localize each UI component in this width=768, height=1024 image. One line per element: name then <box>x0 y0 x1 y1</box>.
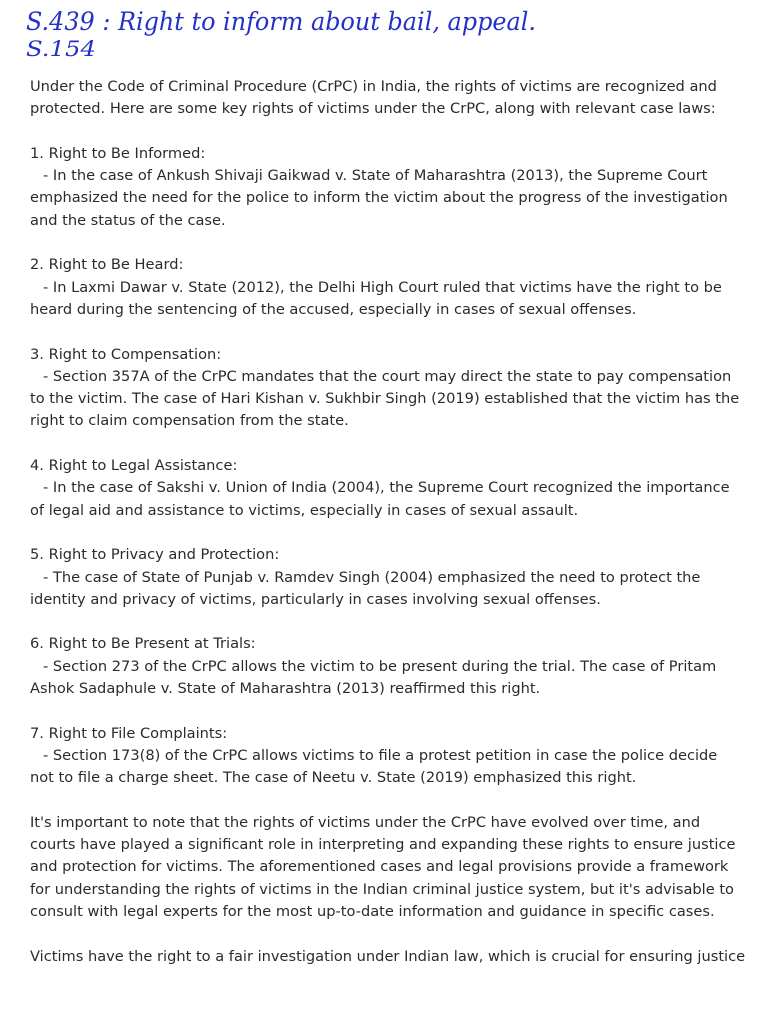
document-body <box>30 76 746 968</box>
right-description: - In the case of Sakshi v. Union of India (2004), the Supreme Court recognized the importance of legal aid and assistance to victims, especially in cases of sexual assault. <box>30 479 730 519</box>
right-item-2 <box>30 254 742 321</box>
right-description: - The case of State of Punjab v. Ramdev Singh (2004) emphasized the need to protect the identity and privacy of victims, particularly in cases involving sexual offenses. <box>30 568 701 608</box>
right-title: 1. Right to Be Informed: <box>30 144 206 162</box>
handwritten-annotation <box>26 2 586 64</box>
right-description: - In the case of Ankush Shivaji Gaikwad v. State of Maharashtra (2013), the Supreme Court emphasized the need for the police to inform the victim about the progress of the investigation and the status of the case. <box>30 167 728 229</box>
handwritten-note-line-2: S.154 <box>26 37 96 61</box>
right-description: - Section 357A of the CrPC mandates that the court may direct the state to pay compensation to the victim. The case of Hari Kishan v. Sukhbir Singh (2019) established that the victim has the right to claim compensation from the state. <box>30 367 740 430</box>
right-item-5 <box>30 544 742 611</box>
conclusion-paragraph: It's important to note that the rights of victims under the CrPC have evolved over time, and courts have played a significant role in interpreting and expanding these rights to ensure justice and protection for victims. The aforementioned cases and legal provisions provide a framework for understanding the rights of victims in the Indian criminal justice system, but it's advisable to consult with legal experts for the most up-to-date information and guidance in specific cases. <box>30 813 736 920</box>
right-title: 2. Right to Be Heard: <box>30 256 184 274</box>
right-item-7 <box>30 723 742 790</box>
right-item-6 <box>30 633 742 700</box>
handwritten-note-line-1: S.439 : Right to inform about bail, appeal. <box>26 7 536 36</box>
right-title: 3. Right to Compensation: <box>30 345 222 363</box>
right-description: - Section 173(8) of the CrPC allows victims to file a protest petition in case the police decide not to file a charge sheet. The case of Neetu v. State (2019) emphasized this right. <box>30 746 718 787</box>
right-description: - Section 273 of the CrPC allows the victim to be present during the trial. The case of Pritam Ashok Sadaphule v. State of Maharashtra (2013) reaffirmed this right. <box>30 657 717 698</box>
trailing-paragraph: Victims have the right to a fair investigation under Indian law, which is crucial for ensuring justice <box>30 947 746 965</box>
right-item-1 <box>30 143 742 232</box>
right-title: 4. Right to Legal Assistance: <box>30 457 238 475</box>
right-title: 6. Right to Be Present at Trials: <box>30 635 256 653</box>
intro-paragraph: Under the Code of Criminal Procedure (CrPC) in India, the rights of victims are recognized and protected. Here are some key rights of victims under the CrPC, along with relevant case laws: <box>30 78 717 118</box>
right-title: 7. Right to File Complaints: <box>30 724 228 742</box>
right-item-4 <box>30 455 742 522</box>
right-item-3 <box>30 344 742 433</box>
right-description: - In Laxmi Dawar v. State (2012), the Delhi High Court ruled that victims have the right to be heard during the sentencing of the accused, especially in cases of sexual offenses. <box>30 278 722 318</box>
right-title: 5. Right to Privacy and Protection: <box>30 546 280 564</box>
